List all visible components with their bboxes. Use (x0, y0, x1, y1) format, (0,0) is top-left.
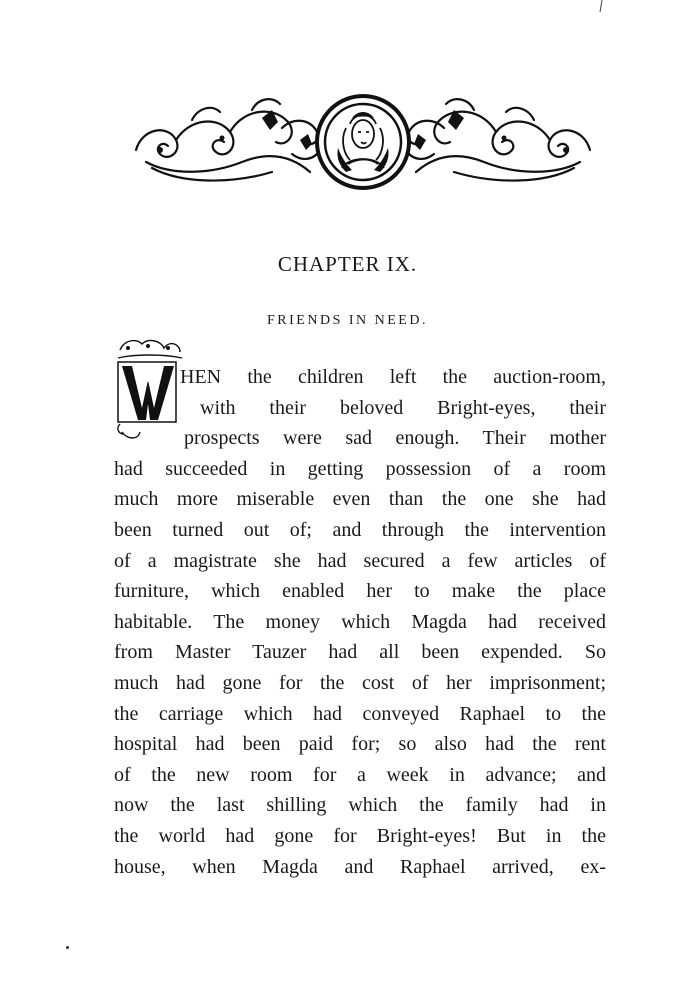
text-line: prospects were sad enough. Their mother (184, 427, 606, 450)
text-line: of the new room for a week in advance; and (114, 763, 606, 786)
text-line: with their beloved Bright-eyes, their (200, 396, 606, 419)
text-line: the world had gone for Bright-eyes! But in the (114, 824, 606, 847)
text-line: much more miserable even than the one she had (114, 488, 606, 511)
text-line: much had gone for the cost of her imprisonment; (114, 671, 606, 694)
text-line: hospital had been paid for; so also had the rent (114, 733, 606, 756)
text-line: of a magistrate she had secured a few articles of (114, 549, 606, 572)
ornamental-headpiece (132, 88, 594, 196)
text-line: from Master Tauzer had all been expended. So (114, 641, 606, 664)
text-line: now the last shilling which the family had in (114, 794, 606, 817)
text-line: house, when Magda and Raphael arrived, ex- (114, 855, 606, 878)
chapter-body (114, 362, 606, 882)
text-line: been turned out of; and through the intervention (114, 518, 606, 541)
text-line: the carriage which had conveyed Raphael to the (114, 702, 606, 725)
chapter-subtitle: FRIENDS IN NEED. (267, 313, 428, 328)
drop-cap-letter: W (114, 336, 115, 337)
text-line: habitable. The money which Magda had received (114, 610, 606, 633)
text-line: furniture, which enabled her to make the place (114, 580, 606, 603)
text-line: HEN the children left the auction-room, (180, 366, 606, 388)
text-line: had succeeded in getting possession of a room (114, 457, 606, 480)
page-edge-mark (598, 0, 604, 14)
chapter-title: CHAPTER IX. (277, 252, 418, 276)
speck-mark (66, 946, 69, 949)
